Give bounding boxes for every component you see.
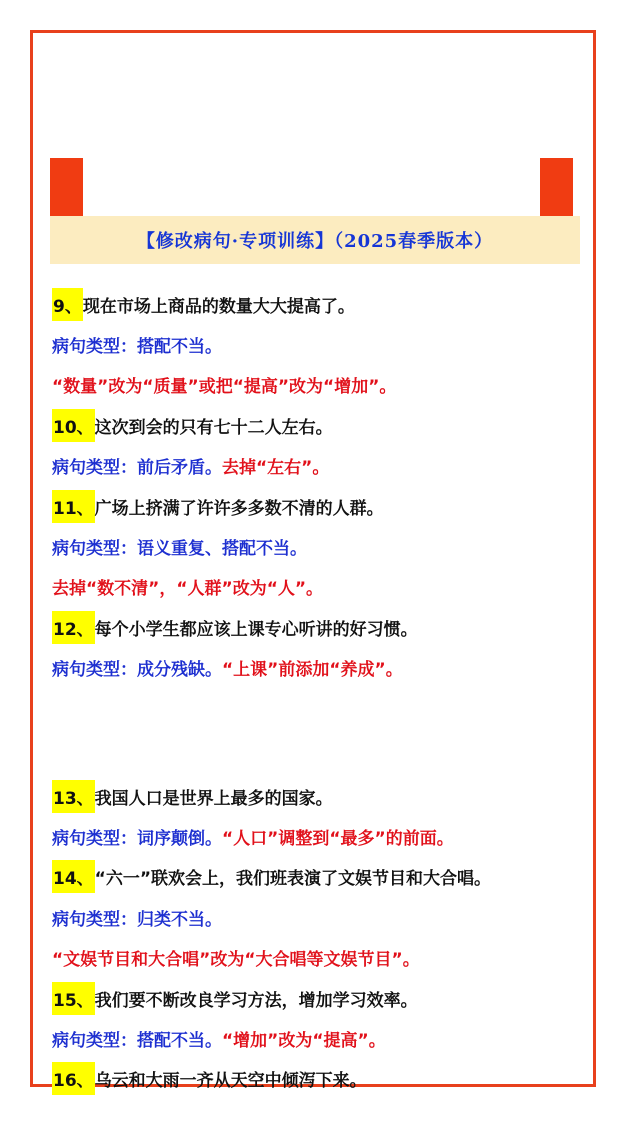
fix-line [52, 365, 592, 405]
correction: “数量”改为“质量”或把“提高”改为“增加”。 [52, 377, 397, 398]
error-type: 病句类型：成分残缺。 [52, 660, 222, 681]
correction: 去掉“左右”。 [222, 458, 330, 479]
question-line [52, 284, 592, 324]
question-sentence: 每个小学生都应该上课专心听讲的好习惯。 [94, 619, 418, 640]
question-number: 16、 [52, 1062, 95, 1095]
question-number: 15、 [52, 982, 95, 1015]
error-type: 病句类型：归类不当。 [52, 909, 222, 930]
question-sentence: 我国人口是世界上最多的国家。 [94, 788, 333, 809]
question-sentence: 广场上挤满了许许多多数不清的人群。 [94, 498, 384, 519]
question-sentence: 现在市场上商品的数量大大提高了。 [82, 296, 355, 317]
error-type: 病句类型：搭配不当。 [52, 337, 222, 358]
error-type: 病句类型：词序颠倒。 [52, 828, 222, 849]
question-sentence: 乌云和大雨一齐从天空中倾泻下来。 [94, 1071, 367, 1092]
correction: “上课”前添加“养成”。 [222, 660, 403, 681]
question-line [52, 607, 592, 647]
type-line [52, 648, 592, 688]
question-number: 14、 [52, 860, 95, 893]
correction: “文娱节目和大合唱”改为“大合唱等文娱节目”。 [52, 950, 420, 971]
question-line [52, 405, 592, 445]
error-type: 病句类型：语义重复、搭配不当。 [52, 539, 307, 560]
question-sentence: 这次到会的只有七十二人左右。 [94, 417, 333, 438]
correction: 去掉“数不清”，“人群”改为“人”。 [52, 579, 324, 600]
type-line [52, 897, 592, 937]
question-sentence: 我们要不断改良学习方法，增加学习效率。 [94, 990, 418, 1011]
question-number: 10、 [52, 409, 95, 442]
fix-line [52, 567, 592, 607]
question-line [52, 1059, 592, 1099]
section-gap [52, 688, 592, 776]
question-number: 9、 [52, 288, 83, 321]
error-type: 病句类型：搭配不当。 [52, 1030, 222, 1051]
question-number: 13、 [52, 780, 95, 813]
correction: “增加”改为“提高”。 [222, 1030, 386, 1051]
type-line [52, 526, 592, 566]
question-sentence: “六一”联欢会上，我们班表演了文娱节目和大合唱。 [94, 869, 492, 890]
exercise-list [52, 284, 592, 1099]
question-line [52, 486, 592, 526]
question-line [52, 857, 592, 897]
title-banner [50, 216, 580, 264]
question-line [52, 776, 592, 816]
right-corner-tab [540, 158, 573, 216]
type-line [52, 1018, 592, 1058]
left-corner-tab [50, 158, 83, 216]
question-number: 11、 [52, 490, 95, 523]
fix-line [52, 937, 592, 977]
question-line [52, 978, 592, 1018]
type-line [52, 324, 592, 364]
question-number: 12、 [52, 611, 95, 644]
type-line [52, 446, 592, 486]
error-type: 病句类型：前后矛盾。 [52, 458, 222, 479]
type-line [52, 816, 592, 856]
correction: “人口”调整到“最多”的前面。 [222, 828, 454, 849]
page-title: 【修改病句·专项训练】（2025春季版本） [136, 231, 494, 252]
